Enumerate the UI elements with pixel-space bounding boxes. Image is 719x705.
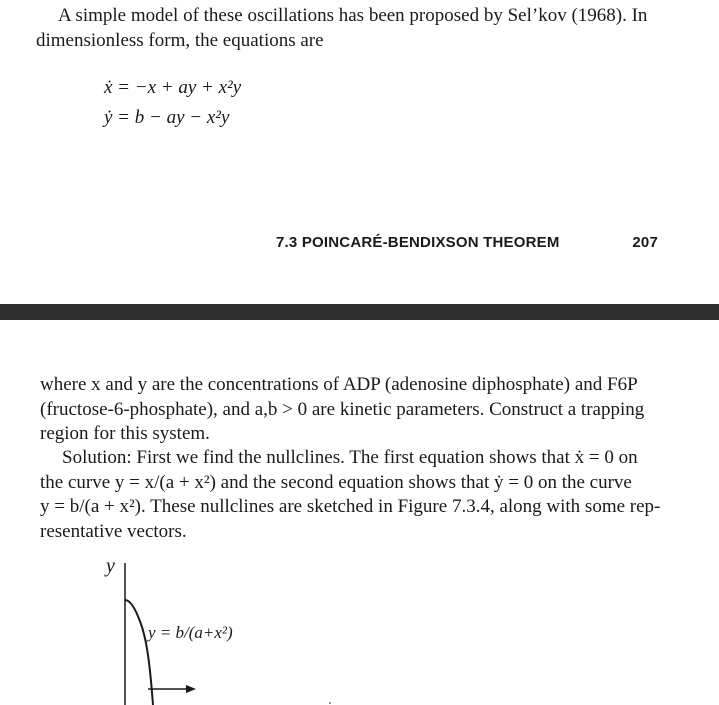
equation-x-dot bbox=[104, 77, 241, 99]
y-axis-label: y bbox=[106, 555, 115, 577]
running-head bbox=[276, 232, 658, 254]
section-title: 7.3 POINCARÉ-BENDIXSON THEOREM bbox=[276, 234, 560, 251]
vector-arrow-head bbox=[186, 685, 196, 693]
intro-line-2: dimensionless form, the equations are bbox=[36, 29, 324, 51]
small-dot bbox=[329, 702, 331, 704]
para1-line: region for this system. bbox=[40, 423, 210, 444]
para2-line: Solution: First we find the nullclines. The first equation shows that ẋ = 0 on bbox=[62, 447, 638, 468]
page-number: 207 bbox=[632, 234, 658, 251]
para2-line: the curve y = x/(a + x²) and the second equation shows that ẏ = 0 on the curve bbox=[40, 471, 632, 493]
equation-x-dot-text: ẋ = −x + ay + x²y bbox=[104, 77, 242, 98]
intro-line-1: A simple model of these oscillations has been proposed by Sel’kov (1968). In bbox=[58, 5, 648, 26]
figure-7-3-4 bbox=[90, 555, 719, 705]
equation-y-dot bbox=[104, 107, 229, 129]
para2-line: resentative vectors. bbox=[40, 520, 187, 542]
para1-line: where x and y are the concentrations of ADP (adenosine diphosphate) and F6P bbox=[40, 374, 638, 395]
body-paragraph-2 bbox=[40, 446, 680, 544]
page-divider bbox=[0, 304, 719, 320]
body-paragraph-1 bbox=[40, 373, 680, 447]
curve-label: y = b/(a+x²) bbox=[148, 623, 233, 642]
para1-line: (fructose-6-phosphate), and a,b > 0 are kinetic parameters. Construct a trapping bbox=[40, 398, 645, 420]
equation-y-dot-text: ẏ = b − ay − x²y bbox=[104, 107, 230, 128]
intro-paragraph bbox=[36, 4, 696, 53]
para2-line: y = b/(a + x²). These nullclines are sketched in Figure 7.3.4, along with some rep- bbox=[40, 496, 661, 517]
